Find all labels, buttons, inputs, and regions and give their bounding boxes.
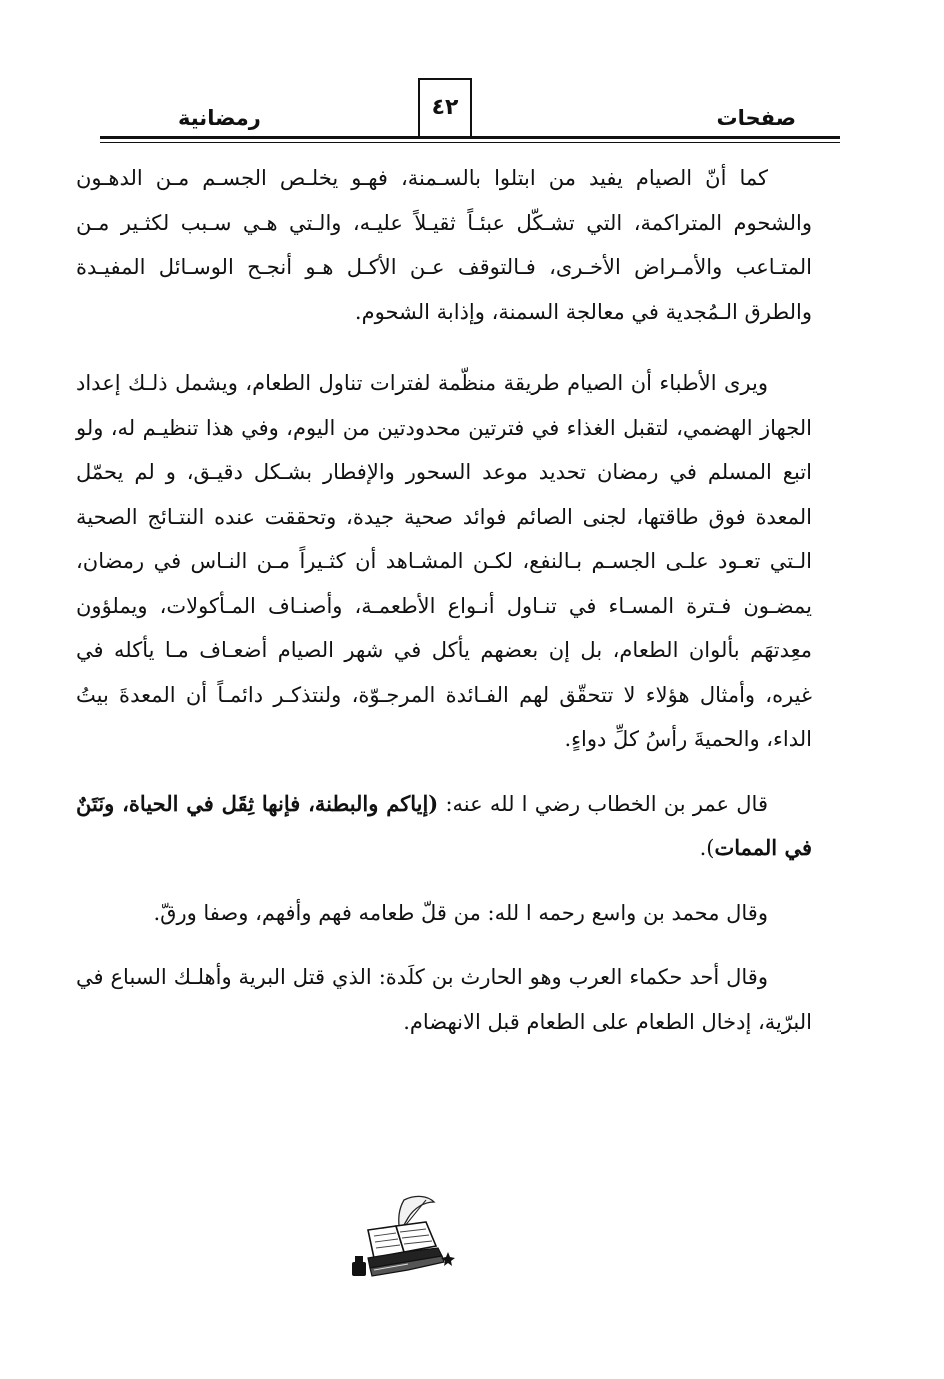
quote-attribution: قال عمر بن الخطاب رضي ا لله عنه: xyxy=(438,791,768,816)
page-body xyxy=(76,156,812,1071)
header-rule-thick xyxy=(100,136,840,139)
header-rule-thin xyxy=(100,142,840,143)
running-title-left: رمضانية xyxy=(178,106,261,130)
page-number: ٤٢ xyxy=(418,78,472,138)
book-quill-ink-icon xyxy=(338,1192,458,1282)
paragraph-fasting-obesity: كما أنّ الصيام يفيد من ابتلوا بالسـمنة، فهـو يخلـص الجسـم مـن الدهـون والشحوم المتراكمة، التي تشـكّل عبئـاً ثقيـلاً عليـه، والـتي هـي سـبب لكثـير مـن المتـاعب والأمـراض الأخـرى، فـالتوقف عـن الأكـل هـو أنجـح الوسـائل المفيـدة والطرق الـمُجدية في معالجة السمنة، وإذابة الشحوم. xyxy=(76,166,812,324)
page-header xyxy=(100,78,840,144)
quote-close: ). xyxy=(699,836,715,860)
quote-text: (إياكم والبطنة، فإنها ثِقَل في الحياة، ونَتَنٌ في الممات xyxy=(76,790,812,860)
paragraph-ibn-wasi-quote: وقال محمد بن واسع رحمه ا لله: من قلّ طعامه فهم وأفهم، وصفا ورقّ. xyxy=(153,900,768,925)
paragraph-doctors-view: ويرى الأطباء أن الصيام طريقة منظّمة لفترات تناول الطعام، ويشمل ذلـك إعداد الجهاز الهضمي، لتقبل الغذاء في فترتين محدودتين من اليوم، وفي هذا تنظيـم له، ولو اتبع المسلم في رمضان تحديد موعد السحور والإفطار بشـكل دقيـق، و لم يحمّل المعدة فوق طاقتها، لجنى الصائم فوائد صحية جيدة، وتحققت عنده النتـائج الصحية الـتي تعـود علـى الجسـم بـالنفع، لكـن المشـاهد أن كثـيراً مـن النـاس في رمضان، يمضـون فـترة المسـاء في تنـاول أنـواع الأطعمـة، وأصنـاف المـأكولات، ويملؤون معِدتهَم بألوان الطعام، بل إن بعضهم يأكل في شهر الصيام أضعـاف مـا يأكله في غيره، وأمثال هؤلاء لا تتحقّق لهم الفـائدة المرجـوّة، ولنتذكـر دائمـاً أن المعدةَ بيتُ الداء، والحميةَ رأسُ كلِّ دواءٍ. xyxy=(76,371,812,751)
running-title-right: صفحات xyxy=(716,106,796,130)
paragraph-umar-quote xyxy=(76,782,812,871)
paragraph-harith-quote: وقال أحد حكماء العرب وهو الحارث بن كلَدة: الذي قتل البرية وأهلـك السباع في البرّية، إدخال الطعام على الطعام قبل الانهضام. xyxy=(76,965,812,1034)
